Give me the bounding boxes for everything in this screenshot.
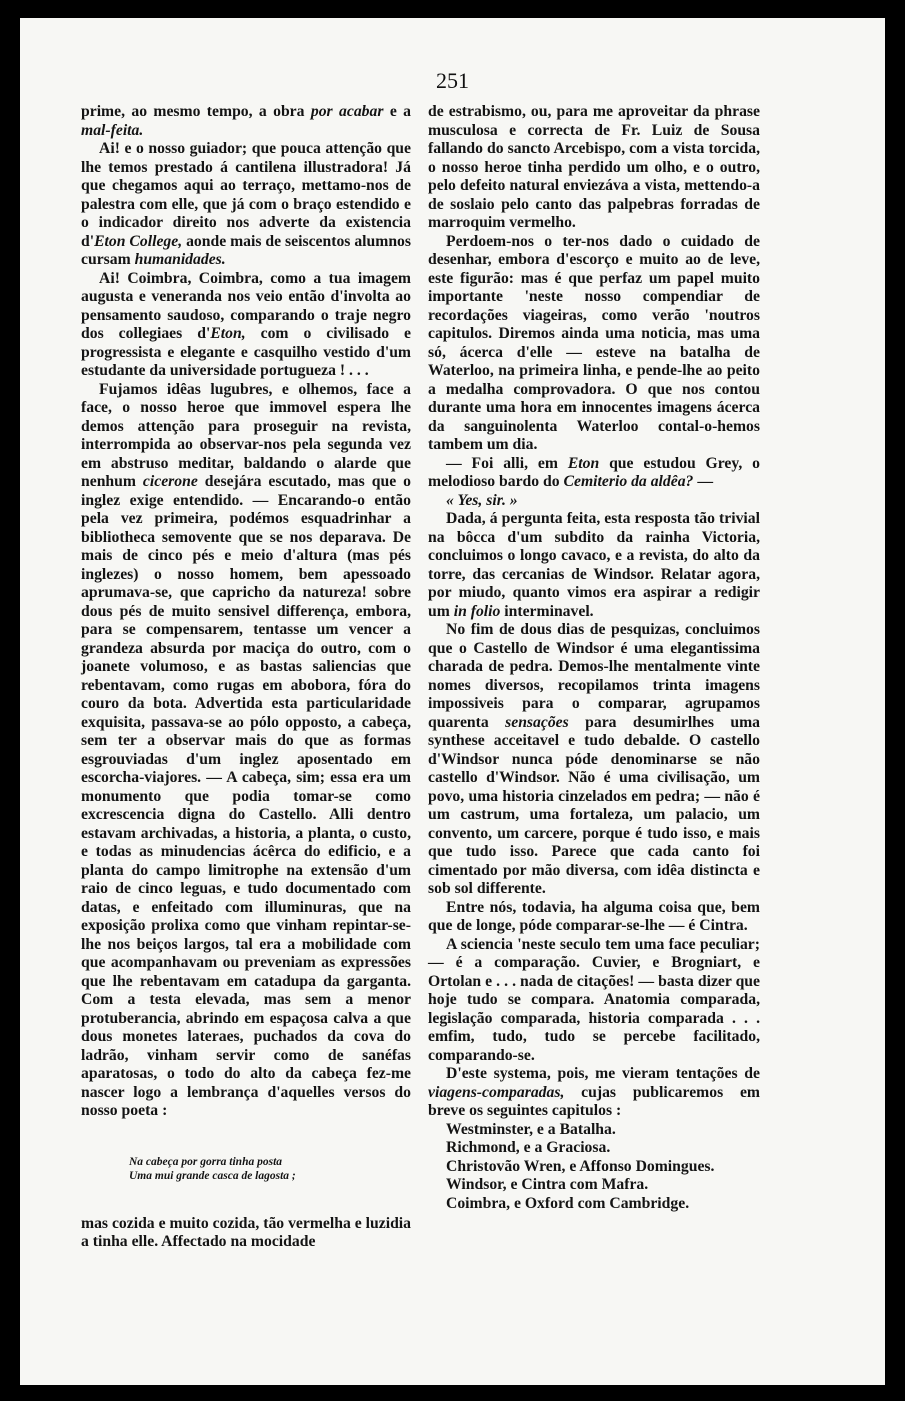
paragraph: prime, ao mesmo tempo, a obra por acabar e a mal-feita. (81, 103, 411, 139)
paragraph: No fim de dous dias de pesquizas, concluimos que o Castello de Windsor é uma elegantissima charada de pedra. Demos-lhe mentalmente vinte nomes diversos, recopilamos trinta imagens impossiveis para o comparar, agrupamos quarenta sensações para desumirlhes uma synthese acceitavel e tudo debalde. O castello d'Windsor nunca póde denominarse se não castello d'Windsor. Não é uma civilisação, um povo, uma historia cinzelados em pedra; — não é um castrum, uma fortaleza, um palacio, um convento, um carcere, porque é tudo isso, e mais que tudo isso. Parece que cada canto foi cimentado por mão diversa, com idêa distincta e sob sol differente. (428, 621, 760, 897)
verse-line: Uma mui grande casca de lagosta ; (129, 1169, 296, 1182)
right-column (428, 103, 760, 1213)
list-item: Coimbra, e Oxford com Cambridge. (446, 1194, 690, 1212)
paragraph: de estrabismo, ou, para me aproveitar da phrase musculosa e correcta de Fr. Luiz de Sousa fallando do sancto Arcebispo, com a vista torcida, o nosso heroe tinha perdido um olho, e o outro, pelo defeito natural enviezáva a vista, mettendo-a de soslaio pelo canto das palpebras forradas de marroquim vermelho. (428, 103, 760, 231)
list-item: Windsor, e Cintra com Mafra. (446, 1176, 649, 1193)
list-item: Westminster, e a Batalha. (446, 1120, 616, 1138)
paragraph: Fujamos idêas lugubres, e olhemos, face a face, o nosso heroe que immovel espera lhe demos attenção para proseguir na revista, interrompida ao observar-nos pela segunda vez em abstruso meditar, baldando o alarde que nenhum cicerone desejára escutado, mas que o inglez exige entendido. — Encarando-o então pela vez primeira, podémos esquadrinhar a bibliotheca semovente que se nos deparava. De mais de cinco pés e meio d'altura (mas pés inglezes) o nosso homem, bem apessoado aprumava-se, que capricho da natureza! sobre dous pés de muito sensivel differença, embora, para se compensarem, tentasse um vencer a grandeza absurda por maciça do outro, com o joanete volumoso, e as bastas saliencias que rebentavam, como rugas em abobora, fóra do couro da bota. Advertida esta particularidade exquisita, passava-se ao pólo opposto, a cabeça, sem ter a observar mais do que as formas esgrouviadas d'um inglez aposentado em escorcha-viajores. — A cabeça, sim; essa era um monumento que podia tomar-se como excrescencia digna do Castello. Alli dentro estavam archivadas, a historia, a planta, o custo, e todas as minudencias ácêrca do edificio, e a planta do campo limitrophe na extensão d'um raio de cinco leguas, e tudo documentado com datas, e enfeitado com illuminuras, que na exposição prolixa como que vinham repintar-se-lhe nos beiços largos, tal era a mobilidade com que acompanhavam ou preveniam as expressões que lhe rebentavam em catadupa da garganta. Com a testa elevada, mas sem a menor protuberancia, abrindo em espaçosa calva a que dous monetes lateraes, puchados da cova do ladrão, vinham servir como de sanéfas aparatosas, o todo do alto da cabeça fez-me nascer logo a lembrança d'aquelles versos do nosso poeta : (81, 380, 411, 1119)
chapter-list (428, 1121, 760, 1214)
paragraph: Ai! e o nosso guiador; que pouca attenção que lhe temos prestado á cantilena illustradora! Já que chegamos aqui ao terraço, mettamo-nos de palestra com elle, que já com o braço estendido e o indicador direito nos adverte da existencia d'Eton College, aonde mais de seiscentos alumnos cursam humanidades. (81, 140, 411, 268)
paragraph: Ai! Coimbra, Coimbra, como a tua imagem augusta e veneranda nos veio então d'involta ao pensamento saudoso, comparando o traje negro dos collegiaes d'Eton, com o civilisado e progressista e elegante e casquilho vestido d'um estudante da universidade portugueza ! . . . (81, 269, 411, 379)
page-number: 251 (436, 68, 469, 93)
page-sheet (20, 18, 885, 1385)
paragraph: mas cozida e muito cozida, tão vermelha e luzidia a tinha elle. Affectado na mocidade (81, 1214, 411, 1250)
paragraph: Perdoem-nos o ter-nos dado o cuidado de desenhar, embora d'escorço e muito ao de leve, este figurão: mas é que perfaz um papel muito importante 'neste nosso compendiar de recordações viageiras, como verão 'noutros capitulos. Diremos ainda uma noticia, mas uma só, ácerca d'elle — esteve na batalha de Waterloo, na primeira linha, e pende-lhe ao peito a medalha comprovadora. O que nos contou durante uma hora em innocentes imagens ácerca da sanguinolenta Waterloo contal-o-hemos tambem um dia. (428, 232, 760, 453)
verse-quote (129, 1155, 411, 1183)
paragraph: — Foi alli, em Eton que estudou Grey, o melodioso bardo do Cemiterio da aldêa? — (428, 454, 760, 490)
list-item: Christovão Wren, e Affonso Domingues. (446, 1157, 715, 1175)
left-column (81, 103, 411, 1252)
paragraph: D'este systema, pois, me vieram tentações de viagens-comparadas, cujas publicaremos em breve os seguintes capitulos : (428, 1065, 760, 1119)
paragraph: Entre nós, todavia, ha alguma coisa que, bem que de longe, póde comparar-se-lhe — é Cintra. (428, 898, 760, 934)
paragraph: Dada, á pergunta feita, esta resposta tão trivial na bôcca d'um subdito da rainha Victoria, concluimos o longo cavaco, e a revista, do alto da torre, das cercanias de Windsor. Relatar agora, por miudo, quanto vimos era aspirar a redigir um in folio interminavel. (428, 510, 760, 620)
verse-line: Na cabeça por gorra tinha posta (129, 1155, 283, 1168)
paragraph: « Yes, sir. » (446, 491, 518, 509)
list-item: Richmond, e a Graciosa. (446, 1139, 611, 1156)
paragraph: A sciencia 'neste seculo tem uma face peculiar; — é a comparação. Cuvier, e Brogniart, e Ortolan e . . . nada de citações! — basta dizer que hoje tudo se compara. Anatomia comparada, legislação comparada, historia comparada . . . emfim, tudo, tudo se percebe facilitado, comparando-se. (428, 935, 760, 1064)
